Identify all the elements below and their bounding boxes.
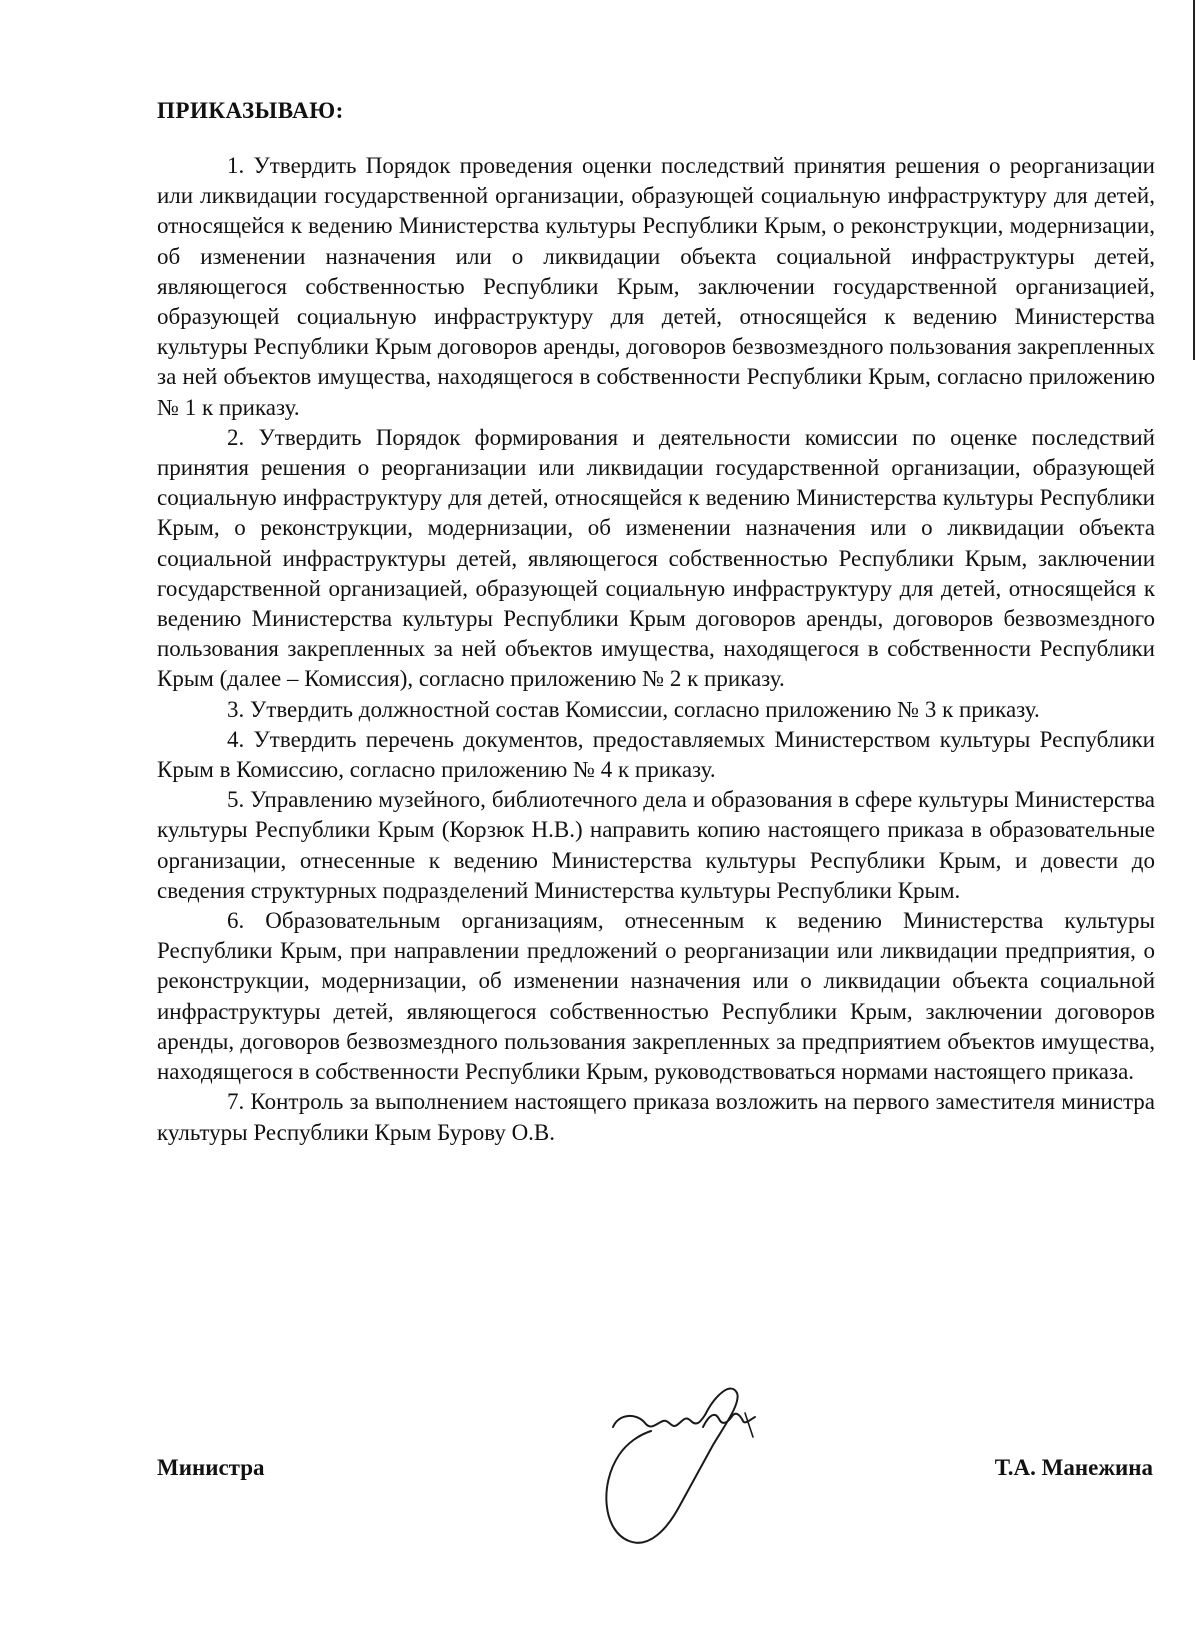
order-item-7: 7. Контроль за выполнением настоящего приказа возложить на первого заместителя министра культуры Республики Крым Бурову О.В. [157, 1089, 1155, 1145]
order-heading: ПРИКАЗЫВАЮ: [157, 98, 344, 123]
handwritten-signature [605, 1385, 795, 1555]
order-item-1: 1. Утвердить Порядок проведения оценки последствий принятия решения о реорганизации или ликвидации государственной организации, образующей социальную инфраструктуру для детей, относящейся к ведению Министерства культуры Республики Крым, о реконструкции, модернизации, об изменении назначения или о ликвидации объекта социальной инфраструктуры детей, являющегося собственностью Республики Крым, заключении государственной организацией, образующей социальную инфраструктуру для детей, относящейся к ведению Министерства культуры Республики Крым договоров аренды, договоров безвозмездного пользования закрепленных за ней объектов имущества, находящегося в собственности Республики Крым, согласно приложению № 1 к приказу. [157, 153, 1155, 420]
signatory-title: Министра [157, 1455, 265, 1480]
order-item-5: 5. Управлению музейного, библиотечного дела и образования в сфере культуры Министерства культуры Республики Крым (Корзюк Н.В.) направить копию настоящего приказа в образовательные организации, отнесенные к ведению Министерства культуры Республики Крым, и довести до сведения структурных подразделений Министерства культуры Республики Крым. [157, 787, 1155, 903]
scan-edge-line [1193, 0, 1195, 360]
order-item-6: 6. Образовательным организациям, отнесенным к ведению Министерства культуры Республики Крым, при направлении предложений о реорганизации или ликвидации предприятия, о реконструкции, модернизации, об изменении назначения или о ликвидации объекта социальной инфраструктуры детей, являющегося собственностью Республики Крым, заключении договоров аренды, договоров безвозмездного пользования закрепленных за предприятием объектов имущества, находящегося в собственности Республики Крым, руководствоваться нормами настоящего приказа. [157, 908, 1155, 1085]
order-item-3: 3. Утвердить должностной состав Комиссии, согласно приложению № 3 к приказу. [227, 696, 1040, 722]
signatory-name: Т.А. Манежина [994, 1455, 1153, 1480]
order-body [157, 151, 1155, 1148]
order-item-4: 4. Утвердить перечень документов, предоставляемых Министерством культуры Республики Крым в Комиссию, согласно приложению № 4 к приказу. [157, 726, 1155, 783]
order-item-2: 2. Утвердить Порядок формирования и деятельности комиссии по оценке последствий принятия решения о реорганизации или ликвидации государственной организации, образующей социальную инфраструктуру для детей, относящейся к ведению Министерства культуры Республики Крым, о реконструкции, модернизации, об изменении назначения или о ликвидации объекта социальной инфраструктуры детей, являющегося собственностью Республики Крым, заключении государственной организацией, образующей социальную инфраструктуру для детей, относящейся к ведению Министерства культуры Республики Крым договоров аренды, договоров безвозмездного пользования закрепленных за ней объектов имущества, находящегося в собственности Республики Крым (далее – Комиссия), согласно приложению № 2 к приказу. [157, 424, 1155, 692]
